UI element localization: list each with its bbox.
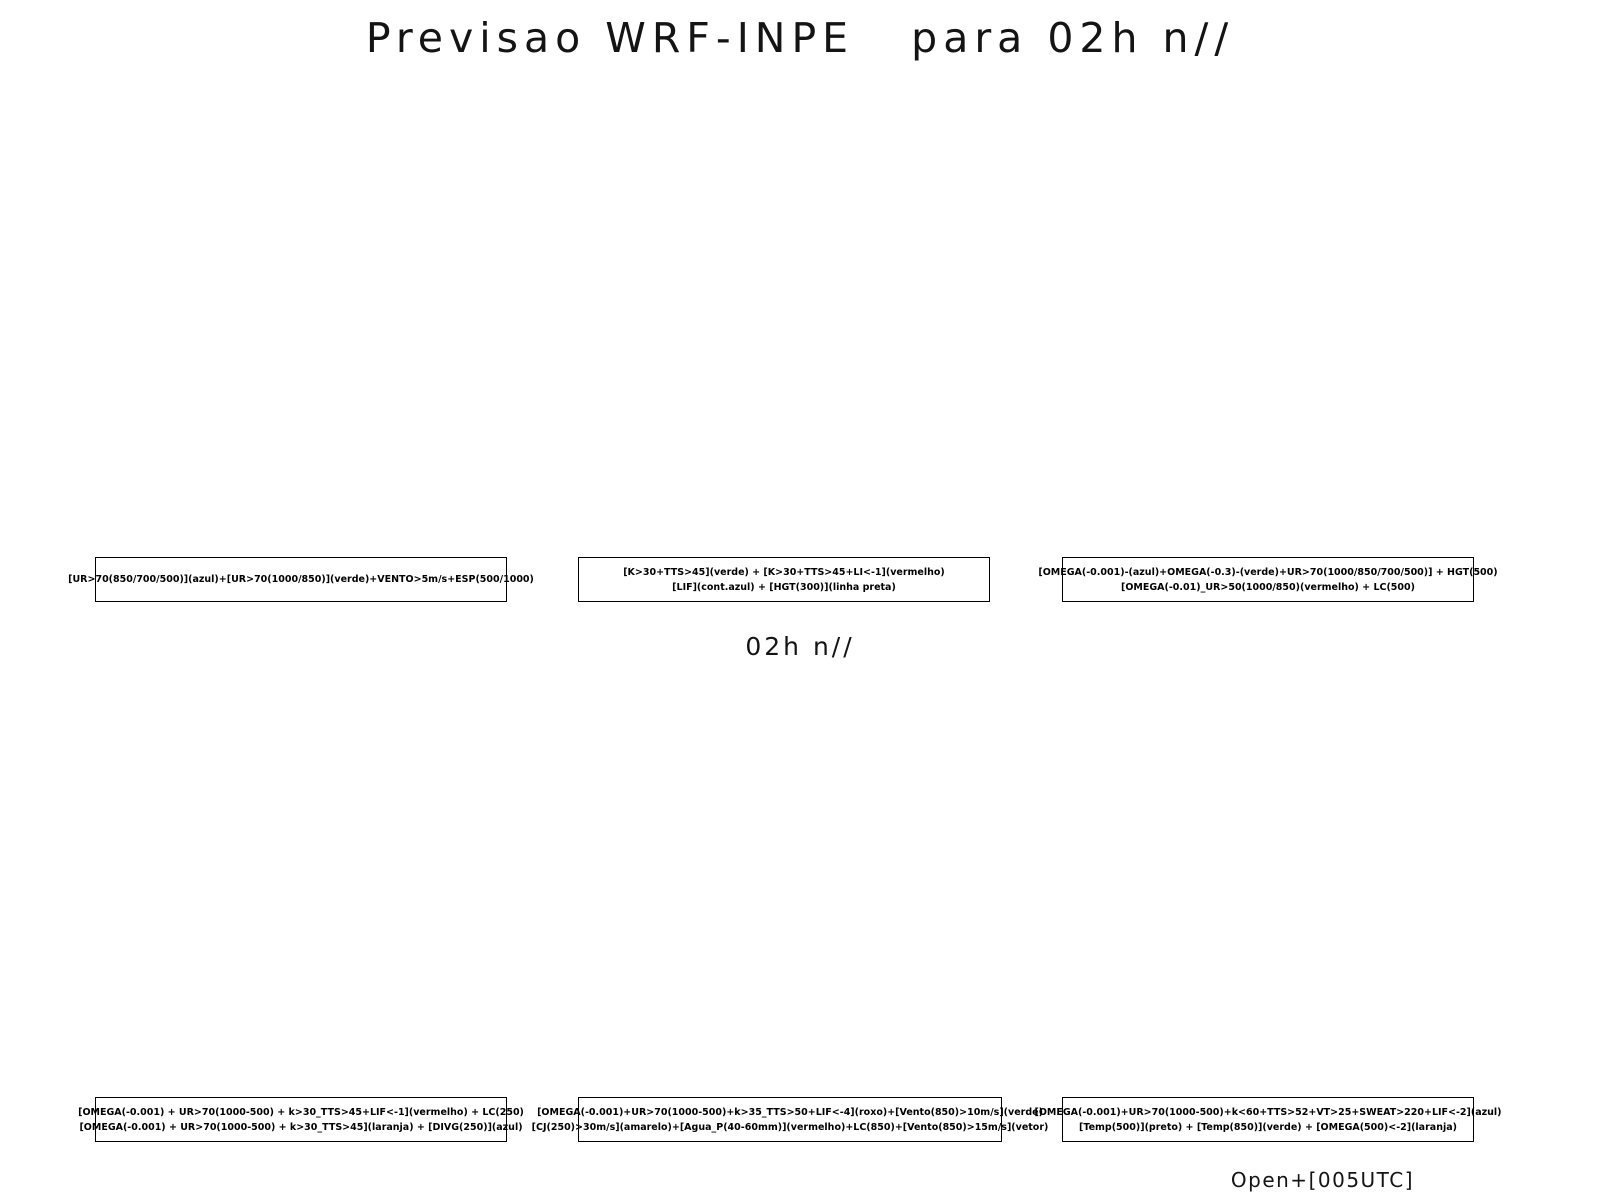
legend-line: [OMEGA(-0.001)+UR>70(1000-500)+k>35_TTS>50+LIF<-4](roxo)+[Vento(850)>10m/s](verde) [537, 1106, 1043, 1118]
legend-box-omega-hgt [1038, 557, 1498, 602]
subtitle: 02h n// [745, 632, 855, 661]
legend-line: [Temp(500)](preto) + [Temp(850)](verde) + [OMEGA(500)<-2](laranja) [1079, 1121, 1457, 1133]
legend-box-omega-sweat-temp [1034, 1097, 1502, 1142]
legend-line: [OMEGA(-0.001) + UR>70(1000-500) + k>30_TTS>45+LIF<-1](vermelho) + LC(250) [78, 1106, 524, 1118]
legend-line: [OMEGA(-0.01)_UR>50(1000/850)(vermelho) + LC(500) [1121, 581, 1415, 593]
page-title: Previsao WRF-INPE para 02h n// [365, 14, 1235, 62]
legend-line: [OMEGA(-0.001)+UR>70(1000-500)+k<60+TTS>52+VT>25+SWEAT>220+LIF<-2](azul) [1034, 1106, 1502, 1118]
legend-line: [K>30+TTS>45](verde) + [K>30+TTS>45+LI<-1](vermelho) [623, 566, 945, 578]
legend-box-omega-cj-agua [531, 1097, 1049, 1142]
legend-line: [LIF](cont.azul) + [HGT(300)](linha preta) [672, 581, 896, 593]
legend-line: [UR>70(850/700/500)](azul)+[UR>70(1000/850)](verde)+VENTO>5m/s+ESP(500/1000) [68, 574, 534, 585]
legend-box-k-index [578, 557, 990, 602]
legend-box-omega-ur-lc [78, 1097, 524, 1142]
legend-line: [CJ(250)>30m/s](amarelo)+[Agua_P(40-60mm)](vermelho)+LC(850)+[Vento(850)>15m/s](vetor) [531, 1121, 1049, 1133]
legend-box-humidity-wind [68, 557, 534, 602]
footer-note: Open+[005UTC] [1230, 1168, 1414, 1192]
legend-line: [OMEGA(-0.001)-(azul)+OMEGA(-0.3)-(verde)+UR>70(1000/850/700/500)] + HGT(500) [1038, 566, 1498, 578]
legend-line: [OMEGA(-0.001) + UR>70(1000-500) + k>30_TTS>45](laranja) + [DIVG(250)](azul) [79, 1121, 523, 1133]
